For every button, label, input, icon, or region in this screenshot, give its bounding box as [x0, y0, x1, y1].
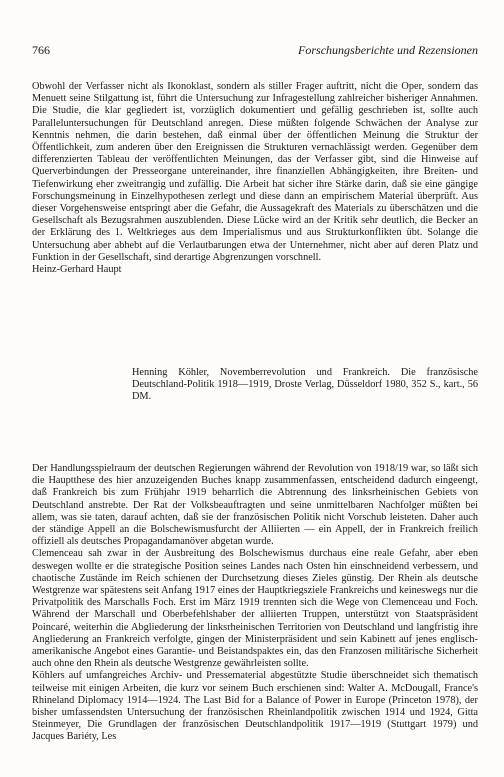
- review-paragraph-2: Clemenceau sah zwar in der Ausbreitung des Bolschewismus durchaus eine reale Gefahr, aber eben deswegen wollte er die strategische Position seines Landes nach Osten hin einschneidend verbessern, und chaotische Zustände im Reich schienen der Durchsetzung dieses Zieles günstig. Der Rhein als deutsche Westgrenze war spätestens seit Anfang 1917 eines der Hauptkriegsziele Frankreichs und keineswegs nur die Privatpolitik des Marschalls Foch. Erst im März 1919 trennten sich die Wege von Clemenceau und Foch. Während der Marschall und Oberbefehlshaber der alliierten Truppen, unterstützt von Staatspräsident Poincaré, weiterhin die Abgliederung der linksrheinischen Territorien von Deutschland und langfristig ihre Angliederung an Frankreich verfolgte, gingen der Ministerpräsident und sein Kabinett auf jenes englisch-amerikanische Angebot eines Garantie- und Beistandspaktes ein, das den Franzosen militärische Sicherheit auch ohne den Rhein als deutsche Westgrenze gewährleisten sollte.: [32, 548, 478, 670]
- review-paragraph: Obwohl der Verfasser nicht als Ikonoklast, sondern als stiller Frager auftritt, nicht die Oper, sondern das Menuett seine Stilgattung ist, führt die Untersuchung zur Infragestellung zahlreicher bisheriger Annahmen. Die Studie, die klar gegliedert ist, vorzüglich dokumentiert und gefällig geschrieben ist, sollte auch Paralleluntersuchungen für Deutschland anregen. Diese müßten folgende Schwächen der Analyse zur Kenntnis nehmen, die darin bestehen, daß einmal über der öffentlichen Meinung die Struktur der Öffentlichkeit, zum anderen über den Ereignissen die Strukturen vernachlässigt werden. Gegenüber dem differenzierten Tableau der veröffentlichten Meinungen, das der Verfasser gibt, sind die Hinweise auf Querverbindungen der Presseorgane untereinander, ihre finanziellen Abhängigkeiten, ihre Breiten- und Tiefenwirkung eher zweitrangig und zufällig. Die Arbeit hat sicher ihre Stärke darin, daß sie eine gängige Forschungsmeinung in Einzelhypothesen zerlegt und diese dann an empirischem Material überprüft. Aus dieser Vorgehensweise entspringt aber die Gefahr, die Aussagekraft des Materials zu überschätzen und die Gesellschaft als Bezugsrahmen auszublenden. Diese Lücke wird an der Kritik sehr deutlich, die Becker an der Erklärung des 1. Weltkrieges aus dem Imperialismus und aus Strukturkonflikten übt. Solange die Untersuchung aber abhebt auf die Verlautbarungen etwa der Unternehmer, nicht aber auf deren Platz und Funktion in der Gesellschaft, sind derartige Abgrenzungen vorschnell.: [32, 81, 478, 263]
- review-heinz-gerhard-haupt: [32, 81, 478, 276]
- book-citation: Henning Köhler, Novemberrevolution und Frankreich. Die französische Deutschland-Politik 1918—1919, Droste Verlag, Düsseldorf 1980, 352 S., kart., 56 DM.: [132, 367, 478, 403]
- reviewer-signature: Heinz-Gerhard Haupt: [32, 264, 122, 276]
- review-koehler: [32, 463, 478, 744]
- page-number: 766: [32, 43, 50, 57]
- review-paragraph-1: Der Handlungsspielraum der deutschen Regierungen während der Revolution von 1918/19 war, so läßt sich die Hauptthese des hier anzuzeigenden Buches knapp zusammenfassen, entscheidend dadurch eingeengt, daß Frankreich bis zum Frühjahr 1919 beharrlich die Abtrennung des linksrheinischen Gebiets von Deutschland anstrebte. Der Rat der Volksbeauftragten und seine unmittelbaren Nachfolger müßten bei allem, was sie taten, darauf achten, daß sie der französischen Politik nicht Vorschub leisteten. Daher auch der ständige Appell an die Bolschewismusfurcht der Alliierten — ein Appell, der in Frankreich freilich offiziell als deutsches Propagandamanöver abgetan wurde.: [32, 463, 478, 548]
- review-paragraph-3: Köhlers auf umfangreiches Archiv- und Pressematerial abgestützte Studie überschneidet sich thematisch teilweise mit einigen Arbeiten, die kurz vor seinem Buch erschienen sind: Walter A. McDougall, France's Rhineland Diplomacy 1914—1924. The Last Bid for a Balance of Power in Europe (Princeton 1978), der bisher umfassendsten Untersuchung der französischen Rheinlandpolitik zwischen 1914 und 1924, Gitta Steinmeyer, Die Grundlagen der französischen Deutschlandpolitik 1917—1919 (Stuttgart 1979) und Jacques Bariéty, Les: [32, 670, 478, 743]
- section-title: Forschungsberichte und Rezensionen: [298, 43, 478, 57]
